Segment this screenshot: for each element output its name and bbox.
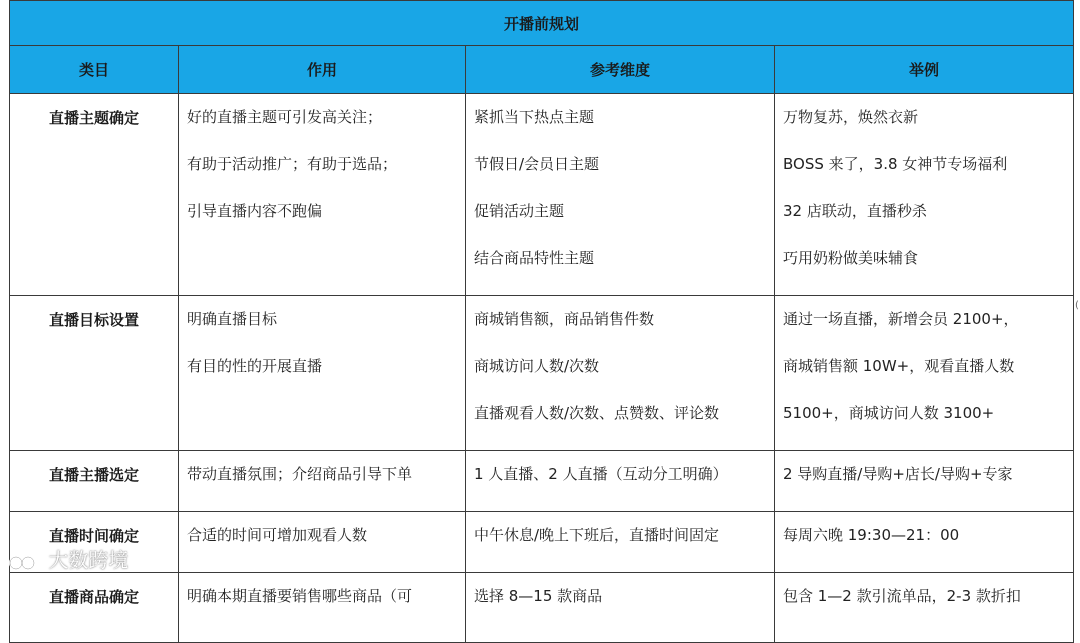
role-cell xyxy=(179,451,466,512)
role-cell xyxy=(179,296,466,451)
header-dimension: 参考维度 xyxy=(466,46,775,94)
watermark xyxy=(8,544,128,573)
header-role: 作用 xyxy=(179,46,466,94)
planning-table xyxy=(9,0,1074,643)
table-row xyxy=(10,451,1074,512)
dimension-line: 紧抓当下热点主题 xyxy=(474,108,595,126)
dimension-cell xyxy=(466,573,775,643)
dimension-cell xyxy=(466,296,775,451)
table-title: 开播前规划 xyxy=(10,1,1074,46)
edge-mark: ( xyxy=(1075,300,1079,311)
title-row xyxy=(10,1,1074,46)
role-line: 有助于活动推广；有助于选品； xyxy=(187,155,398,173)
role-line: 带动直播氛围；介绍商品引导下单 xyxy=(187,465,413,483)
table-row xyxy=(10,94,1074,296)
example-cell xyxy=(775,573,1074,643)
example-cell xyxy=(775,512,1074,573)
role-line: 合适的时间可增加观看人数 xyxy=(187,526,368,544)
role-line: 明确本期直播要销售哪些商品（可 xyxy=(187,587,413,605)
dimension-line: 节假日/会员日主题 xyxy=(474,155,600,173)
example-line: 32 店联动，直播秒杀 xyxy=(783,202,927,220)
category-cell: 直播时间确定 xyxy=(10,512,179,573)
role-line: 明确直播目标 xyxy=(187,310,278,328)
dimension-line: 直播观看人数/次数、点赞数、评论数 xyxy=(474,404,720,422)
role-cell xyxy=(179,512,466,573)
dimension-line: 促销活动主题 xyxy=(474,202,565,220)
category-cell: 直播目标设置 xyxy=(10,296,179,451)
example-cell xyxy=(775,296,1074,451)
example-cell xyxy=(775,451,1074,512)
watermark-logo-icon xyxy=(8,552,42,572)
dimension-line: 选择 8—15 款商品 xyxy=(474,587,603,605)
example-line: 5100+，商城访问人数 3100+ xyxy=(783,404,995,422)
role-line: 好的直播主题可引发高关注； xyxy=(187,108,383,126)
dimension-line: 商城访问人数/次数 xyxy=(474,357,600,375)
example-line: BOSS 来了，3.8 女神节专场福利 xyxy=(783,155,1008,173)
table-row xyxy=(10,296,1074,451)
dimension-cell xyxy=(466,451,775,512)
example-line: 包含 1—2 款引流单品，2-3 款折扣 xyxy=(783,587,1021,605)
role-cell xyxy=(179,573,466,643)
role-line: 有目的性的开展直播 xyxy=(187,357,323,375)
dimension-line: 商城销售额，商品销售件数 xyxy=(474,310,655,328)
header-row xyxy=(10,46,1074,94)
watermark-text: 大数跨境 xyxy=(48,548,129,572)
dimension-line: 1 人直播、2 人直播（互动分工明确） xyxy=(474,465,728,483)
header-category: 类目 xyxy=(10,46,179,94)
example-line: 商城销售额 10W+，观看直播人数 xyxy=(783,357,1015,375)
example-line: 巧用奶粉做美味辅食 xyxy=(783,249,919,267)
dimension-cell xyxy=(466,512,775,573)
role-cell xyxy=(179,94,466,296)
dimension-line: 结合商品特性主题 xyxy=(474,249,595,267)
example-line: 通过一场直播，新增会员 2100+， xyxy=(783,310,1019,328)
role-line: 引导直播内容不跑偏 xyxy=(187,202,323,220)
example-line: 每周六晚 19:30—21：00 xyxy=(783,526,960,544)
table-row xyxy=(10,512,1074,573)
category-cell: 直播商品确定 xyxy=(10,573,179,643)
example-cell xyxy=(775,94,1074,296)
category-cell: 直播主播选定 xyxy=(10,451,179,512)
dimension-line: 中午休息/晚上下班后，直播时间固定 xyxy=(474,526,720,544)
dimension-cell xyxy=(466,94,775,296)
category-cell: 直播主题确定 xyxy=(10,94,179,296)
header-example: 举例 xyxy=(775,46,1074,94)
example-line: 2 导购直播/导购+店长/导购+专家 xyxy=(783,465,1013,483)
table-row xyxy=(10,573,1074,643)
example-line: 万物复苏，焕然衣新 xyxy=(783,108,919,126)
